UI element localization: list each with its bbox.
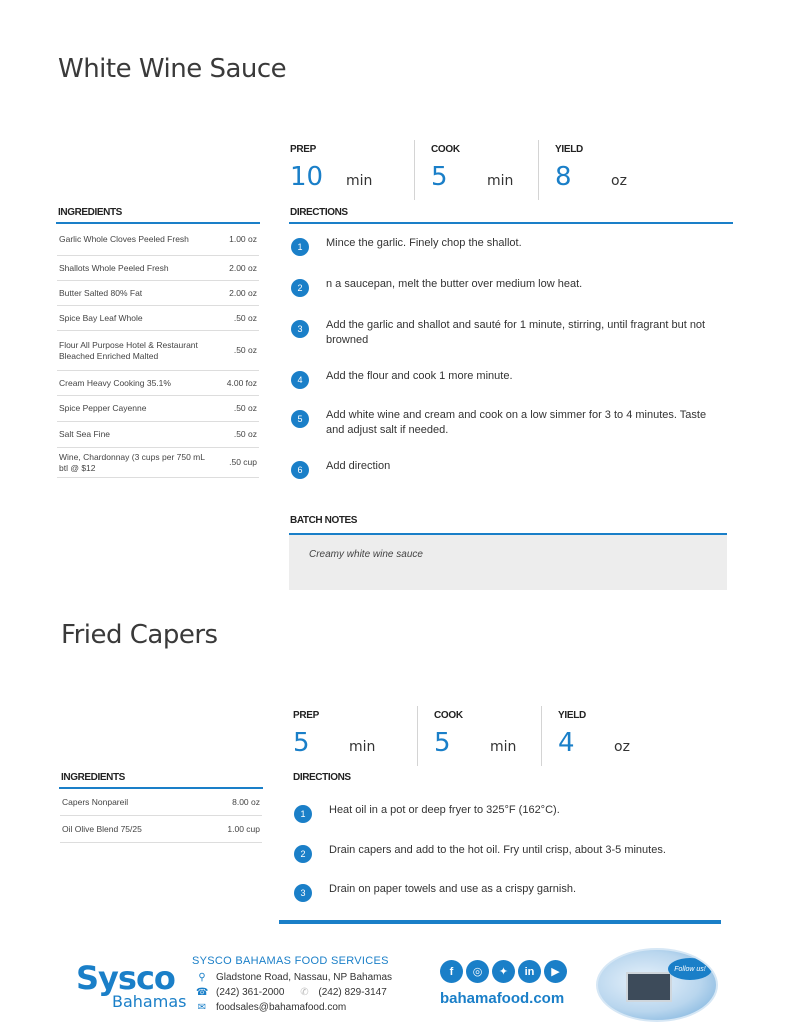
section-bottom-rule: [279, 920, 721, 924]
address: Gladstone Road, Nassau, NP Bahamas: [216, 972, 393, 983]
stat-value: 5: [434, 728, 451, 758]
ingredient-row: [57, 256, 259, 281]
ingredient-amount: 8.00 oz: [232, 796, 260, 807]
direction-step: [291, 459, 726, 479]
recipe-title: Fried Capers: [61, 620, 218, 650]
stat-yield: [541, 706, 665, 766]
ingredient-name: Spice Bay Leaf Whole: [59, 312, 143, 323]
stat-cook: [414, 140, 538, 200]
stat-value: 5: [293, 728, 310, 758]
ingredient-name: Cream Heavy Cooking 35.1%: [59, 377, 171, 388]
ingredient-name: Garlic Whole Cloves Peeled Fresh: [59, 234, 189, 244]
direction-step: [291, 318, 726, 348]
direction-step: [291, 236, 726, 256]
phone-number: (242) 361-2000: [216, 987, 285, 998]
ingredient-name: Capers Nonpareil: [62, 796, 129, 807]
directions-heading: DIRECTIONS: [290, 207, 348, 218]
ingredient-row: [60, 816, 262, 843]
address-line: [196, 972, 392, 983]
ingredient-row: [57, 331, 259, 371]
stat-prep: [290, 140, 414, 200]
website-link[interactable]: bahamafood.com: [440, 990, 565, 1007]
direction-step: [294, 843, 729, 863]
recipe-title: White Wine Sauce: [58, 54, 287, 84]
ingredient-row: [57, 396, 259, 422]
stat-value: 4: [558, 728, 575, 758]
ingredients-heading: INGREDIENTS: [61, 772, 125, 783]
recipe-stats: [290, 140, 662, 200]
ingredient-row: [57, 224, 259, 256]
step-text: Add the flour and cook 1 more minute.: [326, 370, 513, 382]
step-text: Add the garlic and shallot and sauté for 1 minute, stirring, until fragrant but not browned: [326, 319, 706, 346]
ingredient-name: Flour All Purpose Hotel & Restaurant Bleached Enriched Malted: [59, 339, 198, 361]
step-number: 5: [291, 410, 309, 428]
ingredient-amount: 1.00 oz: [229, 234, 257, 244]
directions-list: [291, 236, 731, 476]
follow-us-bubble: Follow us!: [668, 958, 712, 980]
stat-label: PREP: [290, 144, 317, 155]
step-text: n a saucepan, melt the butter over medium low heat.: [326, 278, 583, 290]
stat-value: 8: [555, 162, 572, 192]
ingredient-amount: 2.00 oz: [229, 287, 257, 298]
ingredient-row: [57, 281, 259, 306]
direction-step: [294, 803, 729, 823]
phone-number-2: (242) 829-3147: [318, 987, 387, 998]
ingredient-amount: 4.00 foz: [226, 377, 257, 388]
ingredient-row: [57, 371, 259, 396]
social-icons: [440, 960, 567, 983]
direction-step: [294, 882, 729, 902]
stat-unit: min: [490, 739, 517, 755]
ingredient-amount: .50 cup: [229, 457, 257, 467]
mobile-icon: ✆: [300, 987, 309, 998]
company-name: SYSCO BAHAMAS FOOD SERVICES: [192, 955, 389, 967]
follow-us-image: [596, 948, 718, 1022]
stat-unit: oz: [614, 739, 630, 755]
stat-yield: [538, 140, 662, 200]
stat-cook: [417, 706, 541, 766]
ingredient-amount: .50 oz: [233, 345, 257, 355]
twitter-icon[interactable]: ✦: [492, 960, 515, 983]
ingredient-name: Salt Sea Fine: [59, 429, 111, 439]
stat-label: YIELD: [555, 144, 583, 155]
ingredient-name: Wine, Chardonnay (3 cups per 750 mL btl @ $12: [59, 451, 205, 473]
directions-list: [294, 803, 734, 903]
youtube-icon[interactable]: ▶: [544, 960, 567, 983]
linkedin-icon[interactable]: in: [518, 960, 541, 983]
location-pin-icon: ⚲: [198, 972, 206, 983]
ingredient-row: [57, 306, 259, 331]
ingredient-name: Shallots Whole Peeled Fresh: [59, 262, 169, 273]
stat-prep: [293, 706, 417, 766]
step-number: 3: [291, 320, 309, 338]
batch-notes-heading: BATCH NOTES: [290, 515, 358, 526]
step-number: 2: [291, 279, 309, 297]
stat-unit: min: [349, 739, 376, 755]
batch-notes: Creamy white wine sauce: [289, 535, 727, 590]
step-text: Mince the garlic. Finely chop the shallot.: [326, 237, 522, 249]
direction-step: [291, 408, 726, 438]
stat-label: COOK: [434, 710, 463, 721]
stat-label: PREP: [293, 710, 320, 721]
stat-value: 5: [431, 162, 448, 192]
instagram-icon[interactable]: ◎: [466, 960, 489, 983]
step-number: 6: [291, 461, 309, 479]
ingredient-name: Butter Salted 80% Fat: [59, 287, 143, 298]
ingredient-name: Oil Olive Blend 75/25: [62, 823, 142, 834]
stat-unit: min: [346, 173, 373, 189]
step-number: 1: [294, 805, 312, 823]
ingredient-amount: 1.00 cup: [227, 823, 260, 834]
email-line: [196, 1002, 346, 1013]
ingredient-amount: 2.00 oz: [229, 262, 257, 273]
ingredients-list: [57, 224, 259, 478]
step-text: Add direction: [326, 460, 391, 472]
step-text: Add white wine and cream and cook on a low simmer for 3 to 4 minutes. Taste and adjust salt if needed.: [326, 409, 707, 436]
stat-label: YIELD: [558, 710, 586, 721]
footer: [0, 945, 791, 1024]
sysco-logo: Sysco: [76, 959, 175, 997]
phone-icon: ☎: [196, 987, 209, 998]
step-number: 2: [294, 845, 312, 863]
stat-unit: min: [487, 173, 514, 189]
ingredient-row: [60, 789, 262, 816]
stat-unit: oz: [611, 173, 627, 189]
ingredient-amount: .50 oz: [233, 429, 257, 439]
ingredient-row: [57, 422, 259, 448]
step-text: Drain on paper towels and use as a crispy garnish.: [329, 883, 577, 895]
phone-line: [196, 987, 387, 998]
ingredients-list: [60, 789, 262, 843]
step-number: 4: [291, 371, 309, 389]
ingredient-amount: .50 oz: [233, 312, 257, 323]
facebook-icon[interactable]: f: [440, 960, 463, 983]
stat-label: COOK: [431, 144, 460, 155]
sysco-logo-subtitle: Bahamas: [112, 992, 187, 1011]
email-link[interactable]: foodsales@bahamafood.com: [216, 1002, 347, 1013]
recipe-stats: [293, 706, 665, 766]
ingredients-heading: INGREDIENTS: [58, 207, 122, 218]
step-text: Drain capers and add to the hot oil. Fry until crisp, about 3-5 minutes.: [329, 844, 666, 856]
ingredient-row: [57, 448, 259, 478]
step-number: 1: [291, 238, 309, 256]
ingredient-name: Spice Pepper Cayenne: [59, 403, 147, 413]
ingredient-amount: .50 oz: [233, 403, 257, 413]
direction-step: [291, 277, 726, 297]
stat-value: 10: [290, 162, 324, 192]
divider: [289, 222, 733, 224]
envelope-icon: ✉: [197, 1002, 207, 1013]
direction-step: [291, 369, 726, 389]
laptop-illustration: [626, 972, 672, 1002]
directions-heading: DIRECTIONS: [293, 772, 351, 783]
step-text: Heat oil in a pot or deep fryer to 325°F (162°C).: [329, 804, 560, 816]
step-number: 3: [294, 884, 312, 902]
